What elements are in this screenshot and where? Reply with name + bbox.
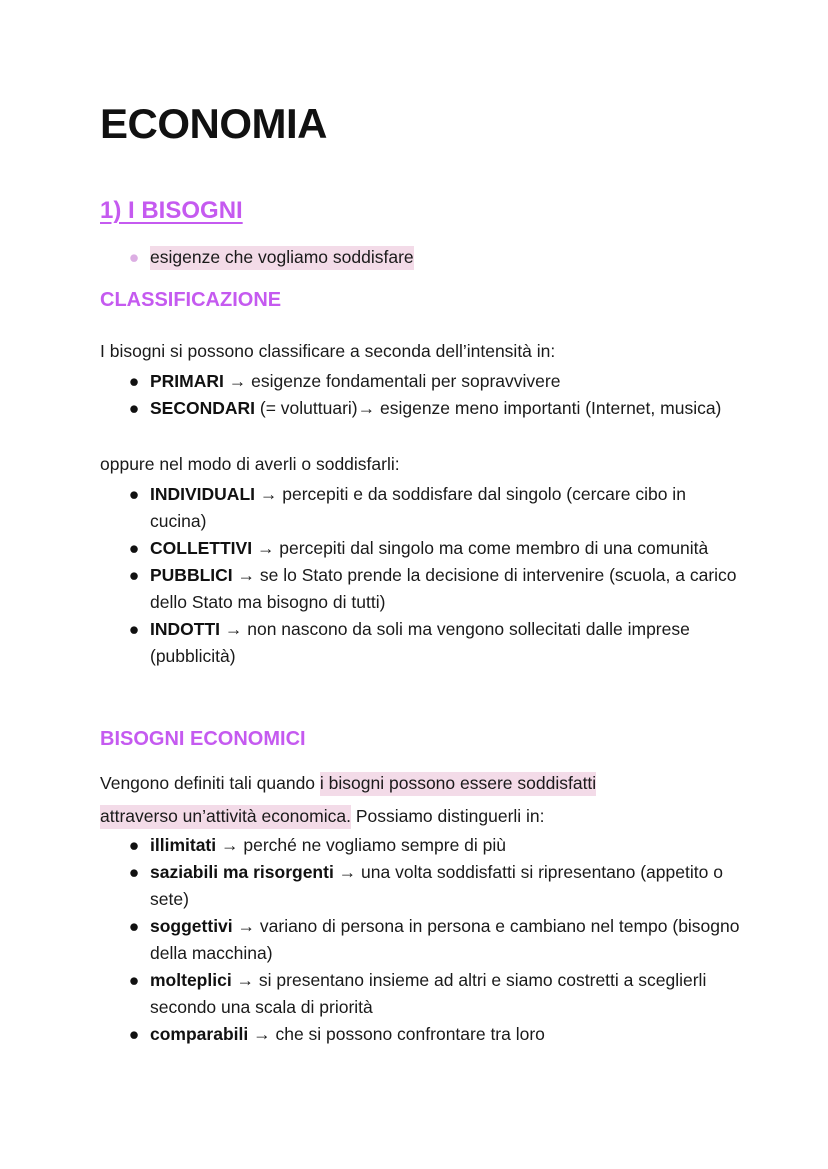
- list-item: [126, 913, 746, 967]
- list-item: [126, 616, 746, 670]
- bullet-icon: ●: [128, 398, 140, 418]
- section-heading-bisogni: 1) I BISOGNI: [100, 197, 243, 224]
- mode-list: [126, 481, 746, 670]
- section-heading-classificazione: CLASSIFICAZIONE: [100, 289, 282, 311]
- list-item: [126, 535, 746, 562]
- paragraph-start: Vengono definiti tali quando: [100, 773, 320, 793]
- item-term: molteplici: [150, 970, 232, 990]
- document-title: ECONOMIA: [100, 100, 327, 147]
- bullet-icon: ●: [128, 916, 140, 936]
- list-item: [126, 832, 746, 859]
- list-item: [126, 481, 746, 535]
- classificazione-intro: I bisogni si possono classificare a seconda dell’intensità in:: [100, 341, 556, 361]
- bullet-icon: ●: [128, 565, 140, 585]
- item-text: → non nascono da soli ma vengono sollecitati dalle imprese (pubblicità): [150, 619, 690, 666]
- bullet-icon: ●: [128, 538, 140, 558]
- item-text: → variano di persona in persona e cambiano nel tempo (bisogno della macchina): [150, 916, 740, 963]
- item-term: INDIVIDUALI: [150, 484, 255, 504]
- item-text: → si presentano insieme ad altri e siamo costretti a sceglierli secondo una scala di priorità: [150, 970, 707, 1017]
- item-text: → che si possono confrontare tra loro: [248, 1024, 545, 1044]
- list-item: [126, 562, 746, 616]
- list-item: [126, 967, 746, 1021]
- list-item: [126, 244, 746, 271]
- item-text: → una volta soddisfatti si ripresentano (appetito o sete): [150, 862, 723, 909]
- bullet-icon: ●: [128, 835, 140, 855]
- item-term: PUBBLICI: [150, 565, 233, 585]
- list-item: [126, 368, 746, 395]
- mode-intro: oppure nel modo di averli o soddisfarli:: [100, 454, 400, 474]
- bullet-icon: ●: [128, 484, 140, 504]
- item-text: → percepiti dal singolo ma come membro di una comunità: [252, 538, 709, 558]
- item-term: illimitati: [150, 835, 217, 855]
- bullet-icon: ●: [128, 371, 140, 391]
- economici-list: [126, 832, 746, 1048]
- bullet-icon: ●: [128, 970, 140, 990]
- definition-highlight: esigenze che vogliamo soddisfare: [150, 246, 414, 270]
- item-text: (= voluttuari)→ esigenze meno importanti (Internet, musica): [255, 398, 722, 418]
- bisogni-definition-list: [126, 244, 746, 271]
- item-text: → se lo Stato prende la decisione di intervenire (scuola, a carico dello Stato ma bisogno di tutti): [150, 565, 737, 612]
- item-text: → esigenze fondamentali per sopravvivere: [223, 371, 561, 391]
- item-term: comparabili: [150, 1024, 249, 1044]
- bullet-icon: ●: [128, 247, 140, 267]
- section-heading-economici: BISOGNI ECONOMICI: [100, 728, 306, 750]
- item-term: SECONDARI: [150, 398, 256, 418]
- item-text: → perché ne vogliamo sempre di più: [216, 835, 506, 855]
- item-term: PRIMARI: [150, 371, 224, 391]
- item-term: saziabili ma risorgenti: [150, 862, 334, 882]
- paragraph-highlight: attraverso un’attività economica.: [100, 805, 351, 829]
- bullet-icon: ●: [128, 862, 140, 882]
- item-term: soggettivi: [150, 916, 233, 936]
- list-item: [126, 1021, 746, 1048]
- bullet-icon: ●: [128, 619, 140, 639]
- economici-paragraph: [100, 767, 740, 833]
- intensity-list: [126, 368, 746, 422]
- item-text: → percepiti e da soddisfare dal singolo (cercare cibo in cucina): [150, 484, 686, 531]
- list-item: [126, 395, 746, 422]
- paragraph-end: Possiamo distinguerli in:: [350, 806, 545, 826]
- paragraph-highlight: i bisogni possono essere soddisfatti: [320, 772, 596, 796]
- item-term: COLLETTIVI: [150, 538, 253, 558]
- list-item: [126, 859, 746, 913]
- item-term: INDOTTI: [150, 619, 220, 639]
- bullet-icon: ●: [128, 1024, 140, 1044]
